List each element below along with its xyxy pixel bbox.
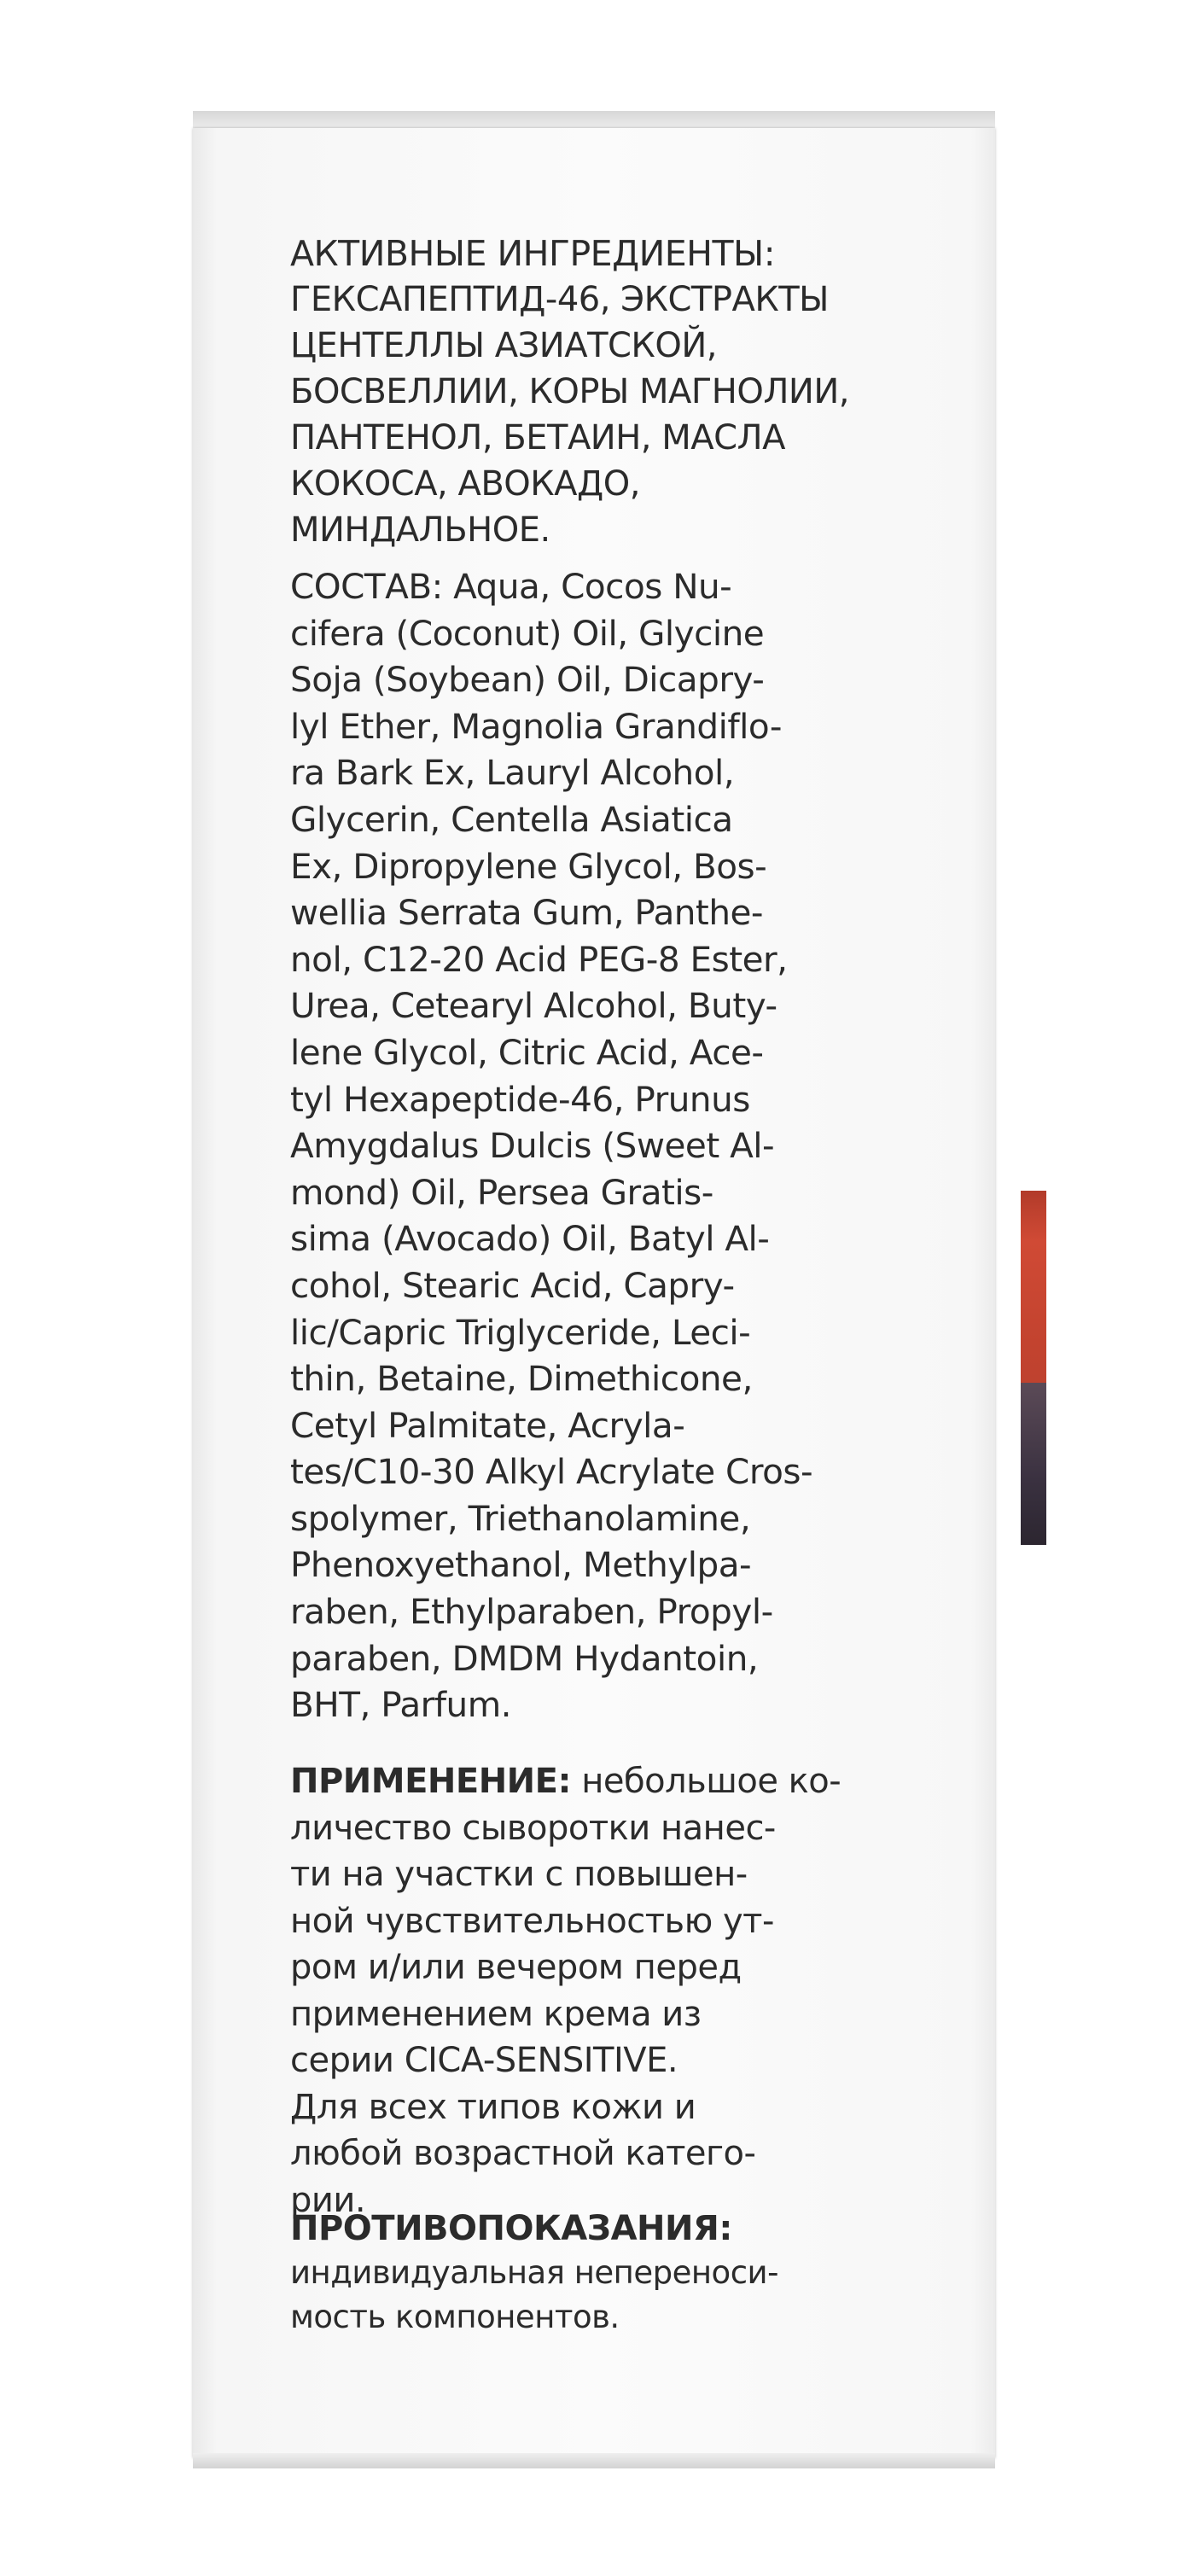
composition-line: Phenoxyethanol, Methylpa-: [290, 1544, 752, 1586]
composition-line: Ex, Dipropylene Glycol, Bos-: [290, 845, 767, 887]
composition-line: spolymer, Triethanolamine,: [290, 1497, 751, 1539]
composition-line: sima (Avocado) Oil, Batyl Al-: [290, 1218, 770, 1260]
composition-line: mond) Oil, Persea Gratis-: [290, 1171, 713, 1213]
active-line: КОКОСА, АВОКАДО,: [290, 464, 640, 504]
contraindications-line: мость компонентов.: [290, 2299, 620, 2335]
active-line: ПАНТЕНОЛ, БЕТАИН, МАСЛА: [290, 418, 785, 458]
active-line: МИНДАЛЬНОЕ.: [290, 510, 550, 550]
composition-line: cohol, Stearic Acid, Capry-: [290, 1264, 735, 1306]
composition-line: tyl Hexapeptide-46, Prunus: [290, 1078, 750, 1120]
composition-line: Amygdalus Dulcis (Sweet Al-: [290, 1125, 775, 1167]
active-ingredients-heading: АКТИВНЫЕ ИНГРЕДИЕНТЫ:: [290, 233, 776, 274]
composition-line: raben, Ethylparaben, Propyl-: [290, 1591, 773, 1633]
usage-line: ной чувствительностью ут-: [290, 1901, 774, 1941]
contraindications-line: индивидуальная непереноси-: [290, 2254, 778, 2291]
composition-line: wellia Serrata Gum, Panthe-: [290, 892, 764, 934]
active-line: ГЕКСАПЕПТИД-46, ЭКСТРАКТЫ: [290, 280, 829, 319]
usage-line: любой возрастной катего-: [290, 2134, 756, 2173]
active-ingredients-block: [290, 230, 905, 553]
box-adjacent-dark-panel: [1021, 1383, 1046, 1545]
usage-first-line-text: небольшое ко-: [581, 1762, 842, 1801]
usage-line: применением крема из: [290, 1994, 702, 2034]
usage-line: ти на участки с повышен-: [290, 1855, 748, 1894]
usage-line: рии.: [290, 2180, 366, 2220]
composition-line: tes/C10-30 Alkyl Acrylate Cros-: [290, 1451, 813, 1493]
usage-block: [290, 1758, 905, 2223]
usage-label: ПРИМЕНЕНИЕ:: [290, 1762, 571, 1801]
usage-line: ром и/или вечером перед: [290, 1948, 742, 1987]
composition-line: paraben, DMDM Hydantoin,: [290, 1637, 759, 1679]
active-line: ЦЕНТЕЛЛЫ АЗИАТСКОЙ,: [290, 326, 717, 365]
composition-line: nol, C12-20 Acid PEG-8 Ester,: [290, 938, 788, 980]
usage-line: серии CICA-SENSITIVE.: [290, 2041, 678, 2080]
composition-block: [290, 563, 905, 1728]
composition-line: lic/Capric Triglyceride, Leci-: [290, 1311, 751, 1353]
box-bottom-edge: [193, 2453, 995, 2468]
composition-line: Cetyl Palmitate, Acryla-: [290, 1404, 685, 1446]
usage-first-line: [290, 1758, 905, 1805]
contraindications-heading: ПРОТИВОПОКАЗАНИЯ:: [290, 2209, 732, 2248]
composition-line: cifera (Coconut) Oil, Glycine: [290, 612, 765, 654]
composition-line: Soja (Soybean) Oil, Dicapry-: [290, 659, 765, 701]
composition-line: BHT, Parfum.: [290, 1684, 512, 1726]
composition-line: Urea, Cetearyl Alcohol, Buty-: [290, 985, 777, 1027]
active-line: БОСВЕЛЛИИ, КОРЫ МАГНОЛИИ,: [290, 372, 849, 411]
usage-line: Для всех типов кожи и: [290, 2087, 696, 2127]
composition-line: ra Bark Ex, Lauryl Alcohol,: [290, 752, 735, 794]
contraindications-block: [290, 2206, 905, 2340]
composition-line: thin, Betaine, Dimethicone,: [290, 1358, 753, 1400]
usage-line: личество сыворотки нанес-: [290, 1808, 776, 1848]
composition-line: Glycerin, Centella Asiatica: [290, 798, 733, 840]
composition-line: СОСТАВ: Aqua, Cocos Nu-: [290, 566, 732, 607]
composition-line: lene Glycol, Citric Acid, Ace-: [290, 1031, 764, 1073]
composition-line: lyl Ether, Magnolia Grandiflo-: [290, 705, 783, 747]
